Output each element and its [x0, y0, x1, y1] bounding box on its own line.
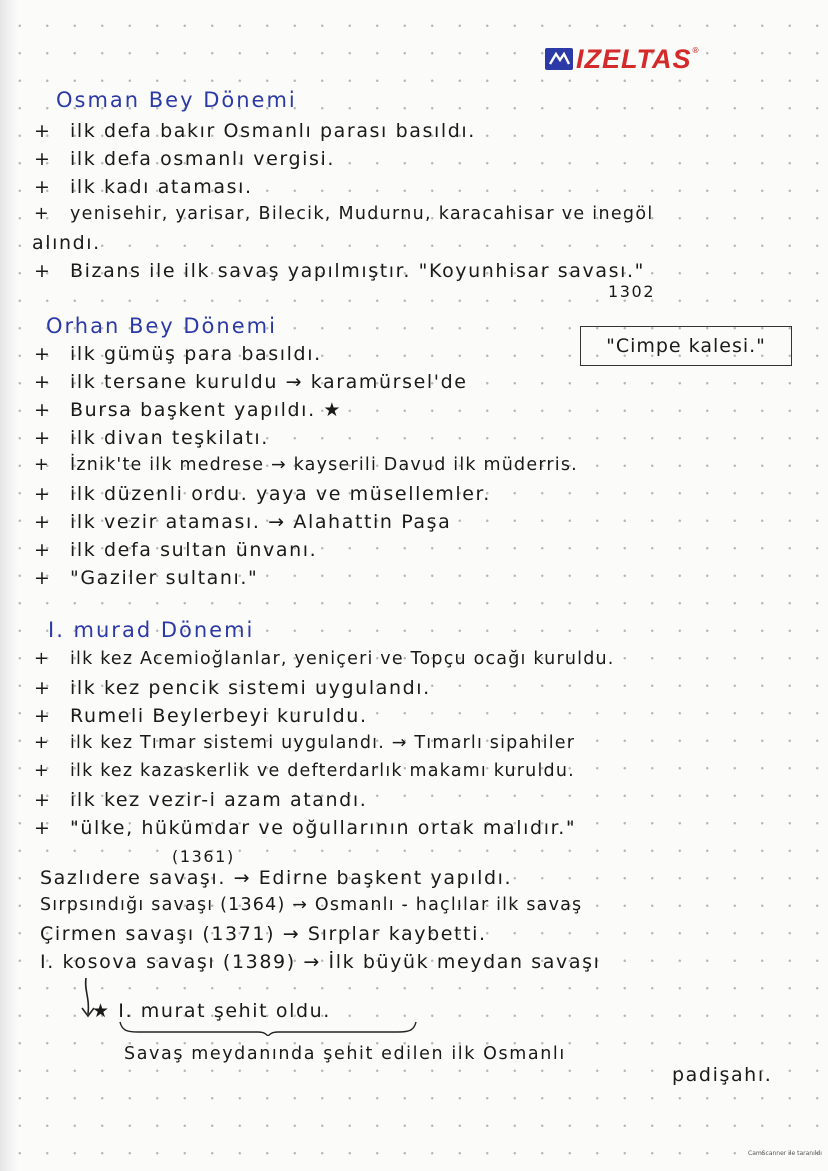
note-line-2: padişahı. [672, 1064, 773, 1086]
martyr-line: ★ I. murat şehit oldu. [92, 1000, 331, 1022]
murad-line-1: + ilk kez Acemioğlanlar, yeniçeri ve Topçu ocağı kuruldu. [34, 649, 615, 669]
osman-line-3: + ilk kadı ataması. [34, 176, 253, 198]
brand-name: IZELTAS [576, 43, 692, 74]
orhan-line-8: + ilk defa sultan ünvanı. [34, 539, 318, 561]
orhan-line-4: + ilk divan teşkilatı. [34, 427, 269, 449]
murad-line-7: + "ülke, hükümdar ve oğullarının ortak malıdır." [34, 817, 577, 839]
murad-line-3: + Rumeli Beylerbeyi kuruldu. [34, 705, 368, 727]
note-line-1: Savaş meydanında şehit edilen ilk Osmanlı [124, 1044, 566, 1064]
battle-line-1: Sazlıdere savaşı. → Edirne başkent yapıldı. [40, 867, 513, 889]
battle-line-4: I. kosova savaşı (1389) → İlk büyük meydan savaşı [40, 951, 601, 973]
cimpe-kalesi-box: "Cimpe kalesi." [580, 326, 792, 366]
orhan-line-9: + "Gaziler sultanı." [34, 567, 259, 589]
osman-line-5: alındı. [32, 232, 101, 254]
page-edge-shadow [0, 0, 18, 1171]
section-title-murad: I. murad Dönemi [48, 618, 255, 642]
section-title-osman: Osman Bey Dönemi [56, 88, 297, 112]
murad-line-5: + ilk kez kazaskerlik ve defterdarlık makamı kuruldu. [34, 761, 575, 781]
section-title-orhan: Orhan Bey Dönemi [46, 314, 277, 338]
brand-logo [545, 44, 700, 74]
orhan-line-6: + ilk düzenli ordu. yaya ve müsellemler. [34, 483, 491, 505]
murad-line-4: + ilk kez Tımar sistemi uygulandı. → Tımarlı sipahiler [34, 733, 576, 753]
orhan-line-1: + ilk gümüş para basıldı. [34, 343, 322, 365]
brand-registered-mark: ® [691, 46, 700, 55]
osman-line-1: + ilk defa bakır Osmanlı parası basıldı. [34, 120, 476, 142]
orhan-line-2: + ilk tersane kuruldu → karamürsel'de [34, 371, 468, 393]
orhan-line-7: + ilk vezir ataması. → Alahattin Paşa [34, 511, 452, 533]
osman-line-2: + ilk defa osmanlı vergisi. [34, 148, 336, 170]
murad-line-2: + ilk kez pencik sistemi uygulandı. [34, 677, 431, 699]
orhan-line-5: + İznik'te ilk medrese → kayserili Davud ilk müderris. [34, 455, 578, 475]
brand-mark-icon [545, 48, 573, 70]
battle-line-2: Sırpsındığı savaşı (1364) → Osmanlı - haçlılar ilk savaş [40, 895, 583, 915]
osman-year-note: 1302 [608, 282, 656, 301]
osman-line-6: + Bizans ile ilk savaş yapılmıştır. "Koyunhisar savası." [34, 260, 645, 282]
murad-line-6: + ilk kez vezir-i azam atandı. [34, 789, 368, 811]
orhan-line-3: + Bursa başkent yapıldı. ★ [34, 399, 342, 421]
osman-line-4: + yenisehir, yarisar, Bilecik, Mudurnu, karacahisar ve inegöl [34, 204, 654, 224]
year-1361: (1361) [172, 847, 235, 866]
brace-underline [118, 1020, 418, 1036]
battle-line-3: Çirmen savaşı (1371) → Sırplar kaybetti. [40, 923, 487, 945]
scanner-footer: CamScanner ile taranıldı [748, 1150, 822, 1157]
